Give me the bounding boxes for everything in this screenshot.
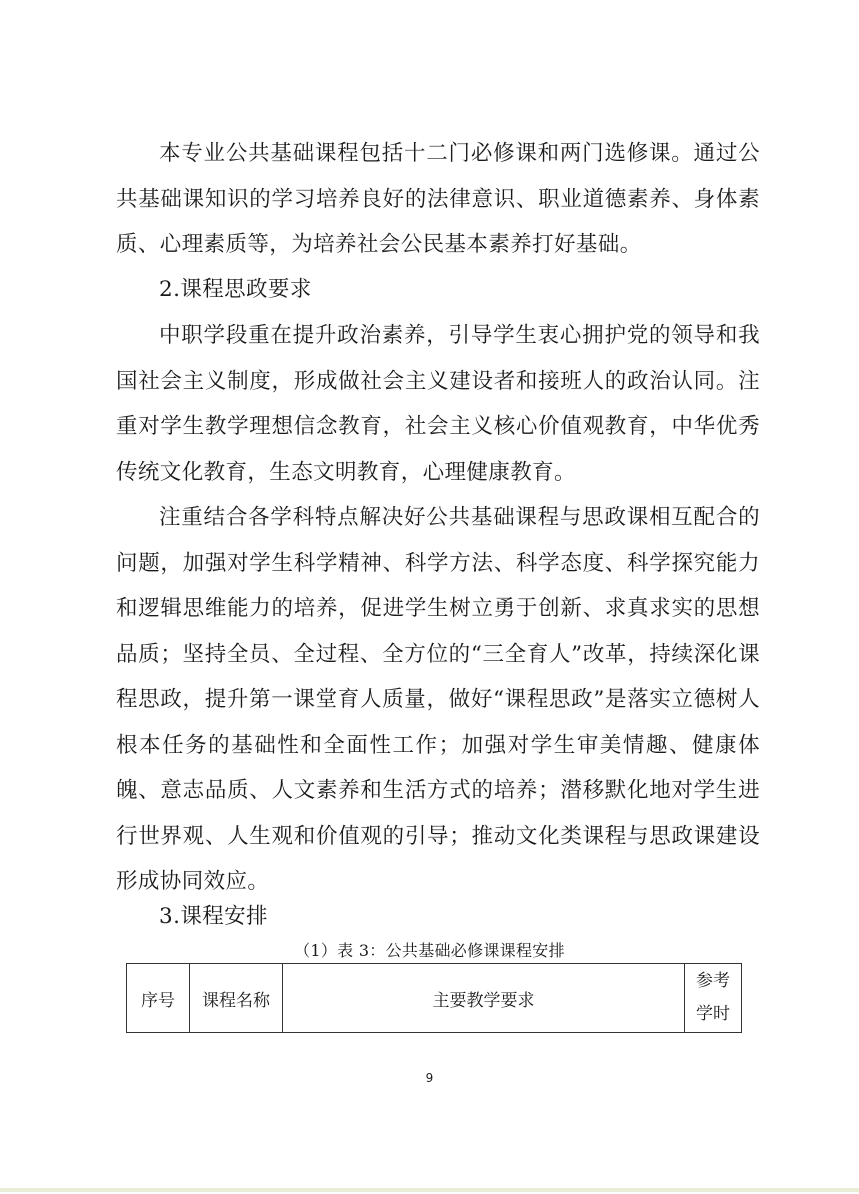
paragraph-course-integration: 注重结合各学科特点解决好公共基础课程与思政课相互配合的问题，加强对学生科学精神、科学方法、科学态度、科学探究能力和逻辑思维能力的培养，促进学生树立勇于创新、求真求实的思想品质；坚持全员、全过程、全方位的“三全育人”改革，持续深化课程思政，提升第一课堂育人质量，做好“课程思政”是落实立德树人根本任务的基础性和全面性工作；加强对学生审美情趣、健康体魄、意志品质、人文素养和生活方式的培养；潜移默化地对学生进行世界观、人生观和价值观的引导；推动文化类课程与思政课建设形成协同效应。 — [116, 505, 760, 894]
course-table — [126, 963, 742, 1033]
page-number: 9 — [425, 1071, 434, 1085]
table-header-row — [127, 964, 742, 1033]
header-course-name: 课程名称 — [190, 964, 283, 1033]
header-hours-line1: 参考 — [696, 971, 730, 991]
header-main-requirements: 主要教学要求 — [283, 964, 685, 1033]
table-caption: （1）表 3：公共基础必修课课程安排 — [294, 941, 565, 960]
paragraph-public-courses: 本专业公共基础课程包括十二门必修课和两门选修课。通过公共基础课知识的学习培养良好的法律意识、职业道德素养、身体素质、心理素质等，为培养社会公民基本素养打好基础。 — [116, 141, 760, 257]
heading-course-arrangement: 3.课程安排 — [159, 904, 268, 929]
heading-ideological-requirements: 2.课程思政要求 — [159, 277, 312, 302]
header-reference-hours — [685, 964, 742, 1033]
page-bottom-divider — [0, 1188, 859, 1192]
paragraph-political-literacy: 中职学段重在提升政治素养，引导学生衷心拥护党的领导和我国社会主义制度，形成做社会主义建设者和接班人的政治认同。注重对学生教学理想信念教育，社会主义核心价值观教育，中华优秀传统文化教育，生态文明教育，心理健康教育。 — [116, 323, 760, 485]
header-serial-number: 序号 — [127, 964, 190, 1033]
header-hours-line2: 学时 — [696, 1004, 730, 1024]
